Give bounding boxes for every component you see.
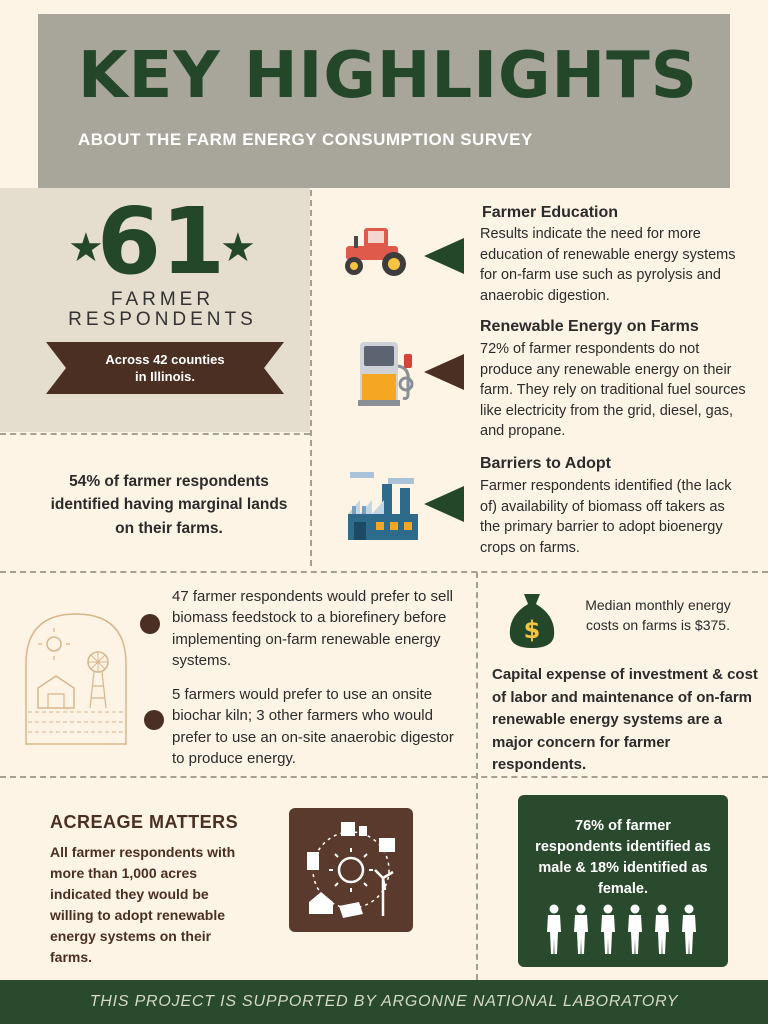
money-bag-icon [506, 590, 558, 650]
section-text: Farmer respondents identified (the lack of) availability of biomass off takers as the primary barrier to adopt bioenergy crops on farms. [480, 478, 732, 556]
pointer-arrow-icon [424, 238, 464, 274]
preference-text: 47 farmer respondents would prefer to sell biomass feedstock to a biorefinery before implementing on-farm renewable energy systems. [172, 588, 453, 669]
factory-icon [346, 470, 420, 542]
fuel-pump-icon [358, 338, 418, 408]
footer-text: THIS PROJECT IS SUPPORTED BY ARGONNE NATIONAL LABORATORY [89, 993, 679, 1010]
preference-text: 5 farmers would prefer to use an onsite biochar kiln; 3 other farmers who would prefer to use an on-site anaerobic digestor to produce energy. [172, 686, 454, 767]
respondent-label: FARMER RESPONDENTS [68, 289, 257, 330]
section-text: Results indicate the need for more education of renewable energy systems for on-farm use such as pyrolysis and anaerobic digestion. [480, 226, 736, 304]
acreage-title: ACREAGE MATTERS [50, 812, 239, 832]
star-icon: ★ [68, 226, 104, 270]
acreage-text: All farmer respondents with more than 1,000 acres indicated they would be willing to adopt renewable energy systems on their farms. [50, 844, 236, 965]
bullet-dot [144, 710, 164, 730]
gender-text: 76% of farmer respondents identified as male & 18% identified as female. [535, 818, 711, 898]
tractor-icon [340, 224, 412, 280]
people-figures-icon [542, 904, 704, 954]
divider [0, 433, 310, 435]
star-icon: ★ [220, 226, 256, 270]
section-title: Barriers to Adopt [480, 455, 611, 472]
ribbon-text: Across 42 counties in Illinois. [105, 352, 225, 384]
median-cost-text: Median monthly energy costs on farms is $375. [585, 597, 731, 633]
marginal-lands-text: 54% of farmer respondents identified having marginal lands on their farms. [50, 473, 288, 537]
renewable-energy-icon [299, 818, 403, 922]
respondent-count: 61 [96, 188, 226, 295]
pointer-arrow-icon [424, 486, 464, 522]
section-title: Farmer Education [482, 204, 619, 221]
farm-illustration-icon [24, 612, 128, 746]
pointer-arrow-icon [424, 354, 464, 390]
concern-text: Capital expense of investment & cost of labor and maintenance of on-farm renewable energy systems are a major concern for farmer respondents. [492, 666, 758, 773]
section-text: 72% of farmer respondents do not produce any renewable energy on their farm. They rely on traditional fuel sources like electricity from the grid, diesel, gas, and propane. [480, 341, 746, 440]
divider [310, 190, 312, 566]
svg-text:$: $ [523, 616, 541, 644]
divider [0, 571, 768, 573]
bullet-dot [140, 614, 160, 634]
page-title: KEY HIGHLIGHTS [78, 39, 698, 113]
section-title: Renewable Energy on Farms [480, 318, 699, 335]
page-subtitle: ABOUT THE FARM ENERGY CONSUMPTION SURVEY [78, 130, 533, 149]
